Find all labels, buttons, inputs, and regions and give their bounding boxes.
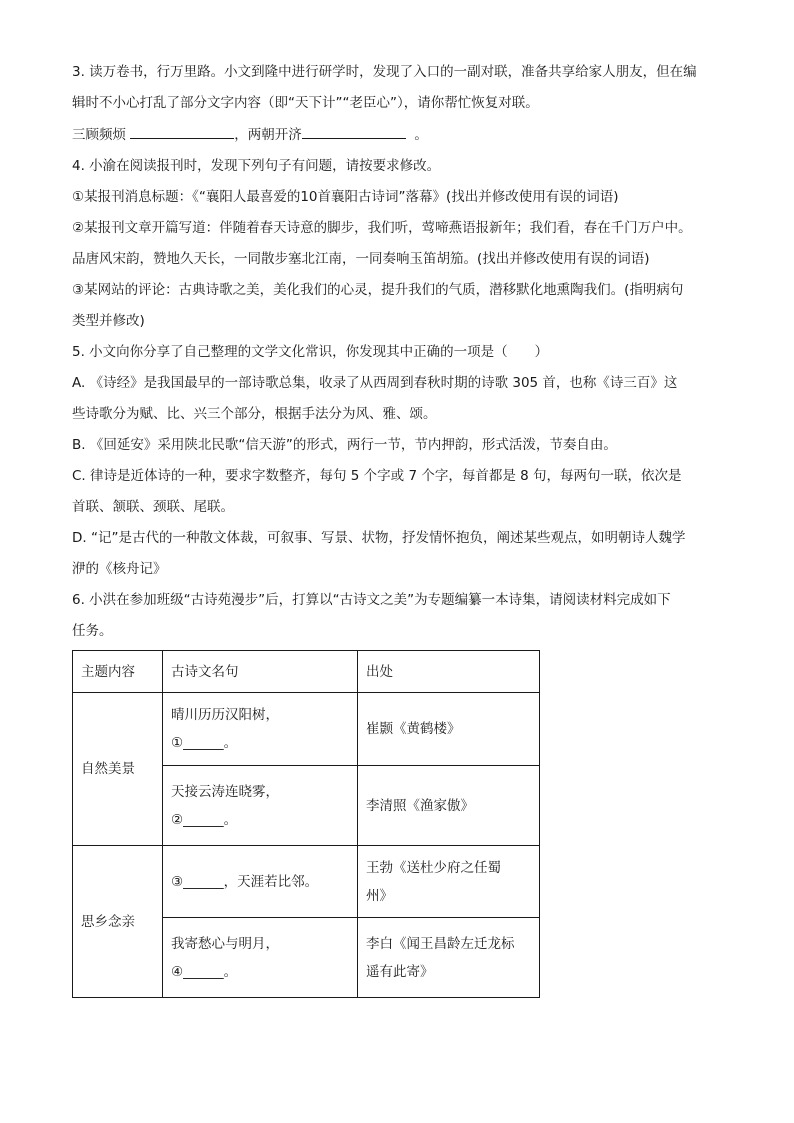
q3-couplet	[72, 124, 722, 146]
verse-cell[interactable]	[163, 918, 358, 998]
source-line: 李白《闻王昌龄左迁龙标	[366, 935, 515, 952]
q5-option-c-line1: C. 律诗是近体诗的一种，要求字数整齐，每句 5 个字或 7 个字，每首都是 8 句，每两句一联，依次是	[72, 468, 682, 484]
header-source: 出处	[358, 651, 540, 693]
source-cell	[358, 693, 540, 766]
q3-text-line2: 辑时不小心打乱了部分文字内容（即“天下计”“老臣心”），请你帮忙恢复对联。	[72, 95, 539, 111]
couplet-second: ，两朝开济	[234, 127, 302, 143]
q5-option-b: B. 《回延安》采用陕北民歌“信天游”的形式，两行一节，节内押韵，形式活泼，节奏自由。	[72, 437, 617, 453]
verse-blank[interactable]: ①______。	[171, 735, 238, 751]
verse-cell[interactable]	[163, 766, 358, 846]
verse-cell[interactable]	[163, 846, 358, 918]
verse-line: 我寄愁心与明月，	[171, 935, 279, 952]
source-line-2: 州》	[366, 887, 393, 904]
poetry-table	[72, 650, 540, 998]
theme-cell-homesick: 思乡念亲	[73, 846, 163, 998]
q6-stem-line1: 6. 小洪在参加班级“古诗苑漫步”后，打算以“古诗文之美”为专题编纂一本诗集，请阅读材料完成如下	[72, 592, 671, 608]
q4-item3-line1: ③某网站的评论：古典诗歌之美，美化我们的心灵，提升我们的气质，潜移默化地熏陶我们。(指明病句	[72, 282, 684, 298]
q5-stem: 5. 小文向你分享了自己整理的文学文化常识，你发现其中正确的一项是（ ）	[72, 344, 549, 360]
source-line: 王勃《送杜少府之任蜀	[366, 859, 501, 876]
couplet-first: 三顾频烦	[72, 127, 126, 143]
source-line: 崔颢《黄鹤楼》	[366, 721, 461, 737]
document-page	[72, 62, 722, 998]
q5-option-d-line1: D. “记”是古代的一种散文体裁，可叙事、写景、状物，抒发情怀抱负，阐述某些观点，如明朝诗人魏学	[72, 530, 686, 546]
couplet-end: 。	[414, 127, 428, 143]
header-theme: 主题内容	[73, 651, 163, 693]
verse-line: 晴川历历汉阳树，	[171, 707, 279, 723]
source-line: 李清照《渔家傲》	[366, 797, 474, 814]
table-header-row	[73, 651, 540, 693]
header-verse: 古诗文名句	[163, 651, 358, 693]
table-row	[73, 846, 540, 918]
q5-option-c-line2: 首联、颔联、颈联、尾联。	[72, 499, 234, 515]
q4-item3-line2: 类型并修改)	[72, 313, 145, 329]
q3-text-line1: 3. 读万卷书，行万里路。小文到隆中进行研学时，发现了入口的一副对联，准备共享给家人朋友，但在编	[72, 64, 697, 80]
verse-blank[interactable]: ④______。	[171, 963, 238, 980]
q4-item2-line1: ②某报刊文章开篇写道：伴随着春天诗意的脚步，我们听，莺啼燕语报新年；我们看，春在千门万户中。	[72, 220, 692, 236]
source-cell	[358, 766, 540, 846]
source-line-2: 遥有此寄》	[366, 963, 434, 980]
q5-option-a-line1: A. 《诗经》是我国最早的一部诗歌总集，收录了从西周到春秋时期的诗歌 305 首，也称《诗三百》这	[72, 375, 678, 391]
q4-item1: ①某报刊消息标题：《“襄阳人最喜爱的10首襄阳古诗词”落幕》(找出并修改使用有误的词语)	[72, 189, 619, 205]
couplet-blank-2[interactable]	[302, 124, 406, 139]
q5-option-a-line2: 些诗歌分为赋、比、兴三个部分，根据手法分为风、雅、颂。	[72, 406, 437, 422]
q4-item2-line2: 品唐风宋韵，赞地久天长，一同散步塞北江南，一同奏响玉笛胡笳。(找出并修改使用有误的词语)	[72, 251, 650, 267]
theme-cell-nature: 自然美景	[73, 693, 163, 846]
couplet-blank-1[interactable]	[130, 124, 234, 139]
q6-stem-line2: 任务。	[72, 623, 113, 639]
verse-line[interactable]: ③______，天涯若比邻。	[171, 873, 319, 890]
table-row	[73, 693, 540, 766]
verse-blank[interactable]: ②______。	[171, 811, 238, 828]
source-cell	[358, 918, 540, 998]
q4-stem: 4. 小渝在阅读报刊时，发现下列句子有问题，请按要求修改。	[72, 158, 441, 174]
q5-option-d-line2: 洢的《核舟记》	[72, 561, 167, 577]
verse-cell[interactable]	[163, 693, 358, 766]
source-cell	[358, 846, 540, 918]
verse-line: 天接云涛连晓雾，	[171, 783, 279, 800]
